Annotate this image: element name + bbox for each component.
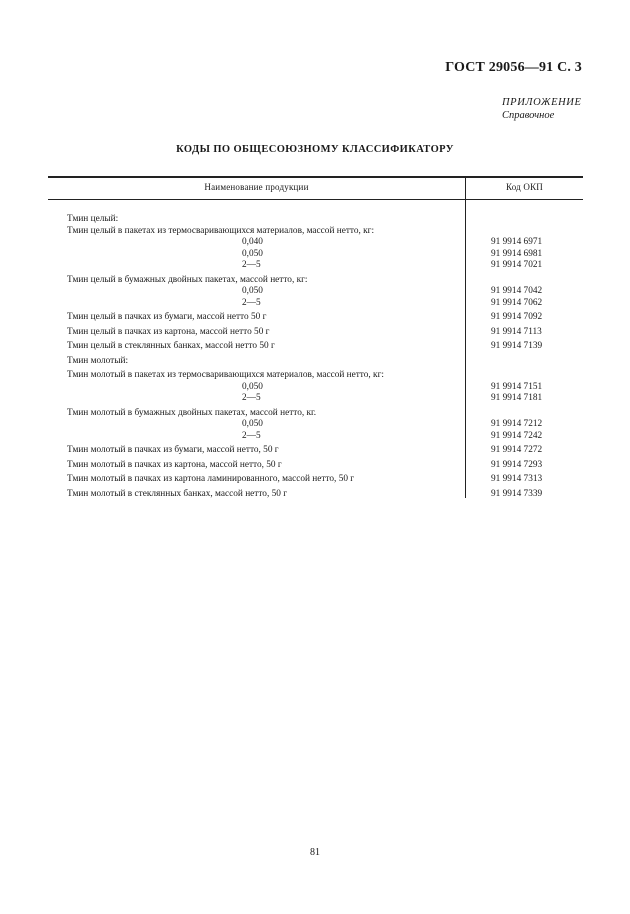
- okp-code-cell: 91 9914 7212: [491, 419, 543, 429]
- appendix-note: Справочное: [502, 110, 555, 121]
- product-name-cell: Тмин молотый в пакетах из термосваривающихся материалов, массой нетто, кг:: [67, 370, 384, 380]
- column-header-code: Код ОКП: [505, 182, 544, 192]
- product-name-cell: 0,050: [242, 419, 263, 429]
- table-top-rule: [48, 176, 583, 178]
- product-name-cell: Тмин молотый в пачках из бумаги, массой нетто, 50 г: [67, 445, 279, 455]
- table-row: [48, 474, 583, 486]
- product-name-cell: Тмин целый в стеклянных банках, массой нетто 50 г: [67, 341, 275, 351]
- appendix-label: ПРИЛОЖЕНИЕ: [502, 97, 582, 108]
- okp-code-cell: 91 9914 7113: [491, 326, 542, 337]
- table-row: [48, 237, 583, 249]
- product-name-cell: 0,050: [242, 248, 263, 259]
- page-number: 81: [310, 847, 320, 858]
- product-name-cell: 2—5: [242, 430, 261, 441]
- product-name-cell: Тмин целый в пакетах из термосваривающихся материалов, массой нетто, кг:: [67, 225, 375, 236]
- table-row: [48, 260, 583, 272]
- table-row: [48, 312, 583, 324]
- table-row: [48, 275, 583, 287]
- document-title: КОДЫ ПО ОБЩЕСОЮЗНОМУ КЛАССИФИКАТОРУ: [176, 144, 454, 155]
- table-row: [48, 214, 583, 226]
- codes-table: [48, 176, 583, 498]
- product-name-cell: Тмин целый в бумажных двойных пакетах, массой нетто, кг:: [67, 274, 308, 285]
- table-row: [48, 460, 583, 472]
- table-body: [48, 214, 583, 500]
- product-name-cell: Тмин молотый в пачках из картона, массой нетто, 50 г: [67, 459, 282, 470]
- product-name-cell: 0,050: [242, 381, 263, 392]
- table-row: [48, 341, 583, 353]
- okp-code-cell: 91 9914 7242: [491, 430, 543, 441]
- product-name-cell: Тмин целый:: [67, 214, 119, 224]
- table-row: [48, 419, 583, 431]
- product-name-cell: 2—5: [242, 260, 261, 270]
- okp-code-cell: 91 9914 7293: [491, 459, 543, 470]
- okp-code-cell: 91 9914 7042: [491, 286, 543, 296]
- product-name-cell: Тмин целый в пачках из картона, массой нетто 50 г: [67, 326, 270, 337]
- table-row: [48, 327, 583, 339]
- table-row: [48, 286, 583, 298]
- okp-code-cell: 91 9914 7062: [491, 297, 543, 308]
- okp-code-cell: 91 9914 7139: [491, 341, 543, 351]
- product-name-cell: 0,040: [242, 237, 263, 247]
- product-name-cell: 2—5: [242, 393, 261, 403]
- table-row: [48, 356, 583, 368]
- table-row: [48, 382, 583, 394]
- table-row: [48, 393, 583, 405]
- okp-code-cell: 91 9914 7339: [491, 488, 543, 499]
- okp-code-cell: 91 9914 7181: [491, 393, 543, 403]
- table-row: [48, 370, 583, 382]
- table-row: [48, 445, 583, 457]
- product-name-cell: 0,050: [242, 286, 263, 296]
- okp-code-cell: 91 9914 6981: [491, 248, 543, 259]
- product-name-cell: Тмин молотый в бумажных двойных пакетах, массой нетто, кг.: [67, 407, 317, 418]
- product-name-cell: Тмин молотый в стеклянных банках, массой нетто, 50 г: [67, 488, 288, 499]
- product-name-cell: Тмин молотый:: [67, 355, 129, 366]
- table-row: [48, 431, 583, 443]
- product-name-cell: Тмин молотый в пачках из картона ламинированного, массой нетто, 50 г: [67, 474, 355, 484]
- okp-code-cell: 91 9914 7313: [491, 474, 543, 484]
- table-row: [48, 249, 583, 261]
- appendix-block: [502, 96, 582, 122]
- column-header-name: Наименование продукции: [204, 182, 309, 192]
- table-row: [48, 298, 583, 310]
- okp-code-cell: 91 9914 7092: [491, 312, 543, 322]
- okp-code-cell: 91 9914 6971: [491, 237, 543, 247]
- table-row: [48, 226, 583, 238]
- okp-code-cell: 91 9914 7151: [491, 381, 543, 392]
- okp-code-cell: 91 9914 7021: [491, 260, 543, 270]
- table-header-rule: [48, 199, 583, 200]
- table-row: [48, 408, 583, 420]
- product-name-cell: 2—5: [242, 297, 261, 308]
- product-name-cell: Тмин целый в пачках из бумаги, массой нетто 50 г: [67, 312, 267, 322]
- table-row: [48, 489, 583, 501]
- standard-code: ГОСТ 29056—91 С. 3: [445, 60, 582, 75]
- okp-code-cell: 91 9914 7272: [491, 445, 543, 455]
